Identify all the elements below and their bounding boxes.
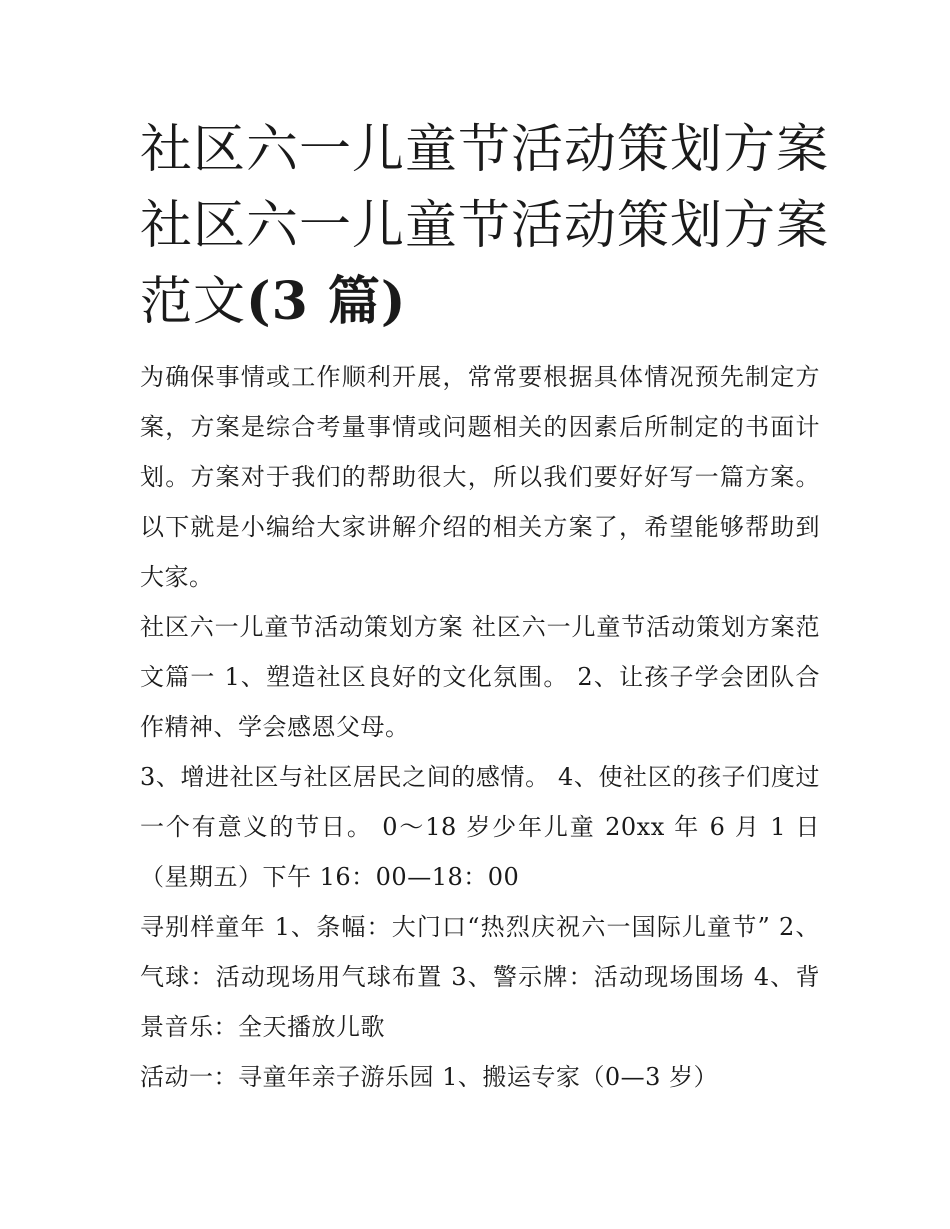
document-content <box>140 112 830 1102</box>
title-line-3 <box>140 264 820 340</box>
intro-paragraph: 为确保事情或工作顺利开展，常常要根据具体情况预先制定方案，方案是综合考量事情或问题相关的因素后所制定的书面计划。方案对于我们的帮助很大，所以我们要好好写一篇方案。以下就是小编给大家讲解介绍的相关方案了，希望能够帮助到大家。 <box>140 363 820 591</box>
paragraph-goals-continued: 3、增进社区与社区居民之间的感情。 4、使社区的孩子们度过一个有意义的节日。 0～18 岁少年儿童 20xx 年 6 月 1 日（星期五）下午 16：00—18：00 <box>140 763 820 891</box>
title-line-1: 社区六一儿童节活动策划方案 <box>140 120 830 180</box>
paragraph-activity-one: 活动一：寻童年亲子游乐园 1、搬运专家（0—3 岁） <box>140 1063 719 1091</box>
title-line-3-prefix: 范文 <box>140 272 247 332</box>
document-title <box>140 112 830 340</box>
title-line-3-count: (3 篇) <box>246 271 407 332</box>
paragraph-goals: 社区六一儿童节活动策划方案 社区六一儿童节活动策划方案范文篇一 1、塑造社区良好的文化氛围。 2、让孩子学会团队合作精神、学会感恩父母。 <box>140 613 820 741</box>
title-line-2: 社区六一儿童节活动策划方案 <box>140 196 830 256</box>
paragraph-preparation: 寻别样童年 1、条幅：大门口“热烈庆祝六一国际儿童节” 2、气球：活动现场用气球布置 3、警示牌：活动现场围场 4、背景音乐：全天播放儿歌 <box>140 913 820 1041</box>
